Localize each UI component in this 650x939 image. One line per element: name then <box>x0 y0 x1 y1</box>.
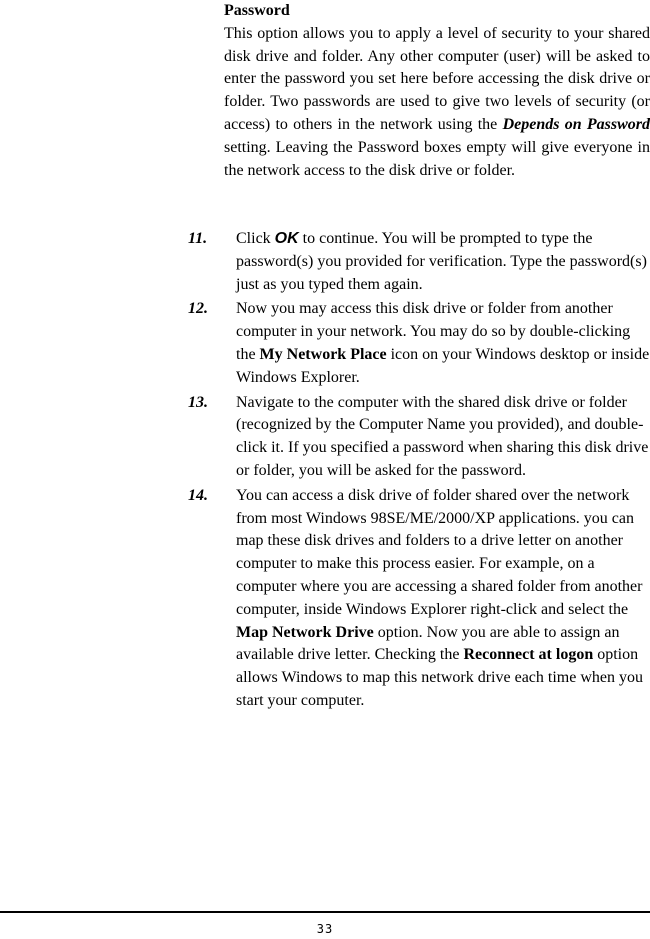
step-text <box>236 485 650 713</box>
step-text: Navigate to the computer with the shared disk drive or folder (recognized by the Computer Name you provided), and double-click it. If you specified a password when sharing this disk drive or folder, you will be asked for the password. <box>236 393 649 479</box>
password-text-1: This option allows you to apply a level of security to your shared disk drive and folder. Any other computer (user) will be asked to enter the password you set here before accessing the disk drive or folder. Two passwords are used to give two levels of security (or access) to others in the network using the <box>224 24 650 133</box>
page-number: 33 <box>316 922 334 936</box>
step-12-text-b: icon on your Windows desktop or inside Windows Explorer. <box>236 345 650 386</box>
step-text <box>236 228 650 296</box>
step-14-text-b: option. Now you are able to assign an available drive letter. Checking the <box>236 623 620 664</box>
footer-divider <box>0 911 650 913</box>
step-text <box>236 298 650 389</box>
step-13 <box>188 392 650 483</box>
step-14-text-a: You can access a disk drive of folder shared over the network from most Windows 98SE/ME/2000/XP applications. you can map these disk drives and folders to a drive letter on another computer to make this process easier. For example, on a computer where you are accessing a shared folder from another computer, inside Windows Explorer right-click and select the <box>236 486 643 618</box>
map-network-drive-term: Map Network Drive <box>236 623 374 641</box>
step-number: 13. <box>188 393 208 411</box>
step-number: 14. <box>188 486 208 504</box>
password-description <box>224 23 650 183</box>
my-network-place-term: My Network Place <box>259 345 387 363</box>
steps-list <box>188 228 650 715</box>
step-number: 11. <box>188 230 208 247</box>
ok-term: OK <box>274 230 299 247</box>
step-12 <box>188 298 650 389</box>
step-11-text-b: to continue. You will be prompted to type the password(s) you provided for verification. Type the password(s) just as you typed them again. <box>236 230 647 293</box>
step-number: 12. <box>188 300 208 318</box>
step-11-text-a: Click <box>236 230 275 247</box>
step-12-text-a: Now you may access this disk drive or folder from another computer in your network. You may do so by double-clicking the <box>236 300 631 363</box>
password-heading: Password <box>224 2 290 19</box>
reconnect-at-logon-term: Reconnect at logon <box>463 646 594 664</box>
password-text-2: setting. Leaving the Password boxes empty will give everyone in the network access to the disk drive or folder. <box>224 138 650 179</box>
password-section <box>224 0 650 182</box>
step-14-text-c: option allows Windows to map this network drive each time when you start your computer. <box>236 646 643 709</box>
step-11 <box>188 228 650 296</box>
step-14 <box>188 485 650 713</box>
depends-on-password-term: Depends on Password <box>502 115 650 133</box>
